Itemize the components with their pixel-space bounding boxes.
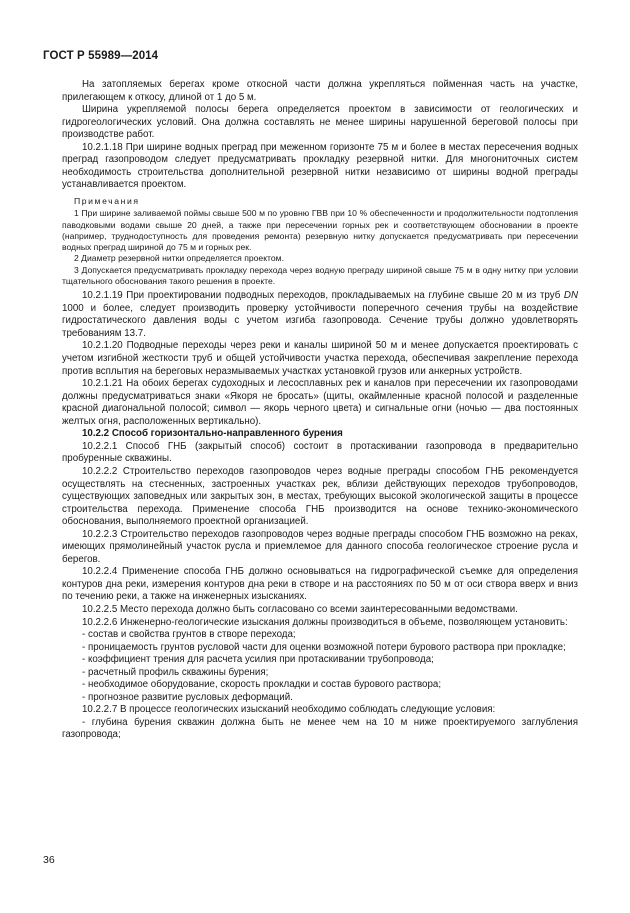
notes-block <box>62 196 578 287</box>
list-item: - состав и свойства грунтов в створе перехода; <box>82 629 296 641</box>
paragraph: 10.2.2.6 Инженерно-геологические изыскания должны производиться в объеме, позволяющем установить: <box>82 616 568 628</box>
paragraph: 10.2.2.2 Строительство переходов газопроводов через водные преграды способом ГНБ рекомендуется осуществлять на стесненных, застроенных участках рек, вблизи действующих переходов трубопроводов, существующих заповедных или закрытых зон, в местах, требующих высокой экологической защиты в процессе строительства перехода. Применение способа ГНБ производится на основе технико-экономического обоснования, выполняемого проектной организацией. <box>62 465 578 528</box>
text-run: 1000 и более, следует производить проверку устойчивости поперечного сечения трубы на воздействие гидростатического давления воды с учетом изгиба газопровода. Сечение трубы должно удовлетворять требованиям 13.7. <box>62 302 578 339</box>
document-header: ГОСТ Р 55989—2014 <box>43 50 159 62</box>
list-item: - прогнозное развитие русловых деформаций. <box>82 691 293 703</box>
paragraph: Ширина укрепляемой полосы берега определяется проектом в зависимости от геологических и гидрогеологических условий. Она должна составлять не менее ширины нарушенной береговой полосы при производстве работ. <box>62 104 578 141</box>
list-item: - глубина бурения скважин должна быть не менее чем на 10 м ниже проектируемого заглубления газопровода; <box>62 716 578 741</box>
paragraph <box>62 290 578 340</box>
paragraph: На затопляемых берегах кроме откосной части должна укрепляться пойменная часть на участке, прилегающем к откосу, длиной от 1 до 5 м. <box>62 79 578 103</box>
paragraph: 10.2.2.3 Строительство переходов газопроводов через водные преграды способом ГНБ возможно на реках, имеющих прямолинейный участок русла и приемлемое для данного способа геологическое строение русла и берегов. <box>62 528 578 565</box>
list-item: - коэффициент трения для расчета усилия при протаскивании трубопровода; <box>82 654 434 666</box>
list-item: - необходимое оборудование, скорость прокладки и состав бурового раствора; <box>82 679 442 691</box>
paragraph: 10.2.2.1 Способ ГНБ (закрытый способ) состоит в протаскивании газопровода в предварительно пробуренные скважины. <box>62 440 578 465</box>
note-item: 3 Допускается предусматривать прокладку перехода через водную преграду шириной свыше 75 м в одну нитку при условии тщательного обоснования такого решения в проекте. <box>62 264 578 286</box>
list-item: - расчетный профиль скважины бурения; <box>82 666 269 678</box>
section-heading: 10.2.2 Способ горизонтально-направленного бурения <box>82 428 343 440</box>
note-item: 1 При ширине заливаемой поймы свыше 500 м по уровню ГВВ при 10 % обеспеченности и продолжительности подтопления паводковыми водами свыше 20 дней, а также при пересечении горных рек и соответствующем обосновании в проекте (например, труднодоступность для проведения ремонта) резервную нитку допускается предусматривать при пересечении водных преград шириной до 75 м и горных рек. <box>62 208 578 253</box>
paragraph: 10.2.1.18 При ширине водных преград при меженном горизонте 75 м и более в местах пересечения водных преград газопроводом следует предусматривать прокладку резервной нитки. Для многониточных систем необходимость строительства дополнительной резервной нитки независимо от ширины водной преграды устанавливается проектом. <box>62 141 578 191</box>
page-number: 36 <box>43 854 55 866</box>
paragraph: 10.2.2.7 В процессе геологических изысканий необходимо соблюдать следующие условия: <box>82 704 496 716</box>
notes-title: Примечания <box>74 195 140 206</box>
list-item: - проницаемость грунтов русловой части для оценки возможной потери бурового раствора при прокладке; <box>82 641 566 653</box>
page-content <box>62 79 578 742</box>
note-item: 2 Диаметр резервной нитки определяется проектом. <box>74 253 284 264</box>
paragraph: 10.2.1.21 На обоих берегах судоходных и лесосплавных рек и каналов при пересечении их газопроводами должны предусматриваться знаки «Якоря не бросать» (щиты, окаймленные красной полосой и разделенные красной диагональной полосой; символ — якорь черного цвета) и сигнальные огни (ночью — два постоянных желтых огня, расположенных вертикально). <box>62 378 578 427</box>
paragraph: 10.2.2.5 Место перехода должно быть согласовано со всеми заинтересованными ведомствами. <box>82 603 518 615</box>
text-run: 10.2.1.19 При проектировании подводных переходов, прокладываемых на глубине свыше 20 м из труб <box>82 290 564 302</box>
dn-term: DN <box>563 290 578 302</box>
paragraph: 10.2.2.4 Применение способа ГНБ должно основываться на гидрографической съемке для определения контуров дна реки, измерения контуров дна реки в створе и на расстояниях по 50 м от оси створа вверх и вниз по течению реки, а также на инженерных изысканиях. <box>62 566 578 603</box>
paragraph: 10.2.1.20 Подводные переходы через реки и каналы шириной 50 м и менее допускается проектировать с учетом изгибной жесткости труб и общей устойчивости участка перехода, обеспечивая закрепление перехода против всплытия на береговых неразмываемых участках установкой грузов или анкерных устройств. <box>62 340 578 377</box>
